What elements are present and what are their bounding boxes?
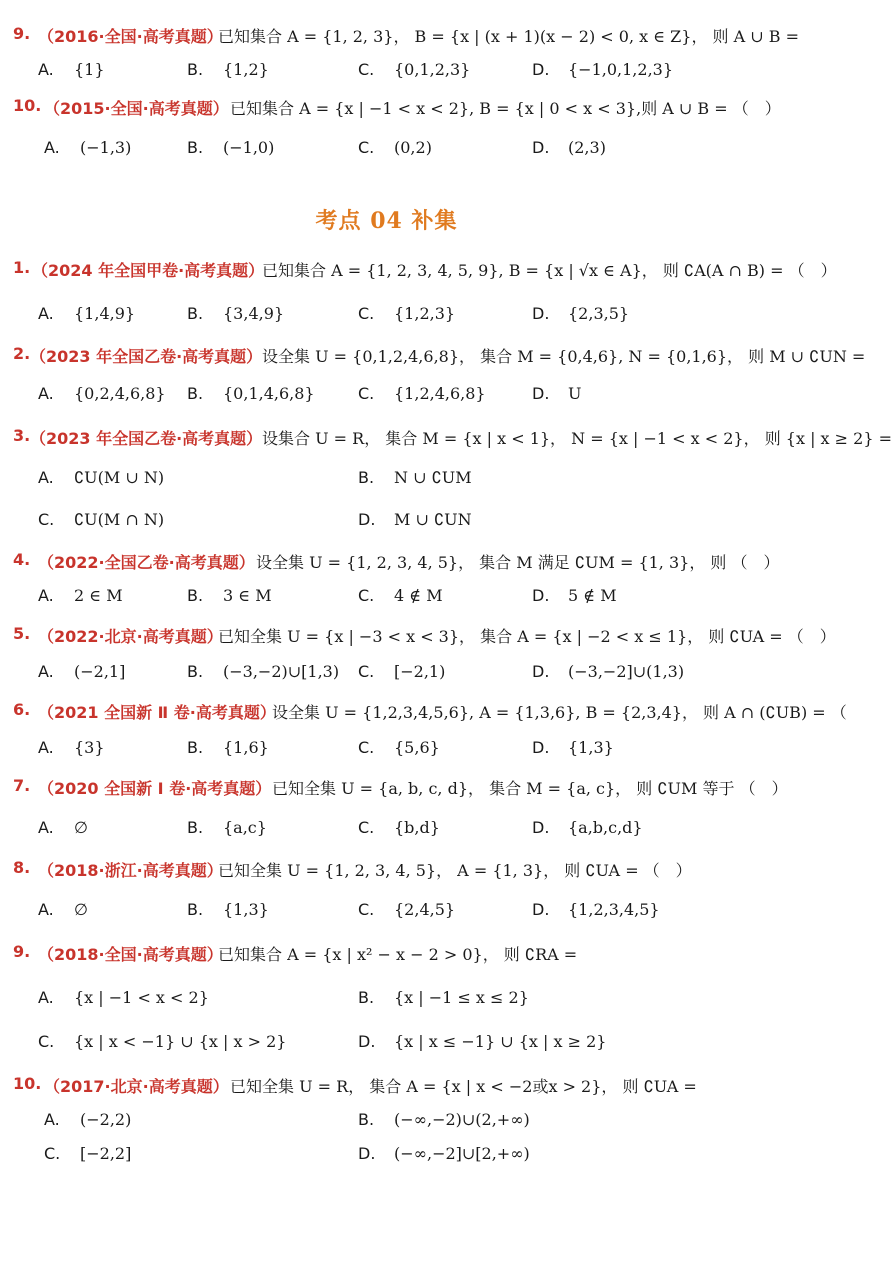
question-number: 5. xyxy=(13,624,31,643)
option-label: B. xyxy=(187,818,204,837)
option-label: A. xyxy=(38,586,54,605)
option-value: (−2,2) xyxy=(80,1110,132,1129)
option-value: {1,3} xyxy=(223,900,269,919)
question-source: （2017·北京·高考真题） xyxy=(44,1077,229,1096)
option-value: {0,1,2,3} xyxy=(394,60,471,79)
question-source: （2021 全国新 Ⅱ 卷·高考真题） xyxy=(38,703,276,722)
option-value: [−2,2] xyxy=(80,1144,132,1163)
option-value: {2,3,5} xyxy=(568,304,630,323)
option-label: D. xyxy=(358,1144,376,1163)
option-label: A. xyxy=(38,988,54,1007)
question-stem: 已知全集 U = {1, 2, 3, 4, 5}， A = {1, 3}， 则 ∁UA = （ ） xyxy=(218,861,692,880)
option-label: D. xyxy=(532,304,550,323)
question-number: 7. xyxy=(13,776,31,795)
option-value: (−1,3) xyxy=(80,138,132,157)
question-2-2023 xyxy=(0,340,866,370)
option-value: {0,1,4,6,8} xyxy=(223,384,315,403)
option-value: {1,2,3} xyxy=(394,304,456,323)
question-number: 2. xyxy=(13,344,31,363)
question-source: （2020 全国新 Ⅰ 卷·高考真题） xyxy=(38,779,272,798)
option-label: A. xyxy=(38,60,54,79)
option-label: D. xyxy=(532,900,550,919)
question-number: 3. xyxy=(13,426,31,445)
option-label: C. xyxy=(358,384,375,403)
option-label: C. xyxy=(358,138,375,157)
option-label: B. xyxy=(358,988,375,1007)
option-value: {−1,0,1,2,3} xyxy=(568,60,674,79)
option-label: B. xyxy=(187,60,204,79)
option-label: C. xyxy=(358,818,375,837)
option-label: C. xyxy=(358,60,375,79)
option-label: C. xyxy=(358,586,375,605)
option-label: B. xyxy=(187,586,204,605)
option-value: {1,3} xyxy=(568,738,614,757)
question-stem: 已知集合 A = {1, 2, 3, 4, 5, 9}, B = {x | √x ∈ A}， 则 ∁A(A ∩ B) = （ ） xyxy=(262,261,837,280)
question-6-2021 xyxy=(0,696,847,726)
option-value: ∁U(M ∪ N) xyxy=(74,468,165,487)
question-source: （2022·全国乙卷·高考真题） xyxy=(38,553,255,572)
question-source: （2023 年全国乙卷·高考真题） xyxy=(30,429,263,448)
option-value: (−∞,−2)∪(2,+∞) xyxy=(394,1110,530,1129)
option-label: C. xyxy=(358,662,375,681)
question-source: （2024 年全国甲卷·高考真题） xyxy=(32,261,265,280)
option-value: 3 ∈ M xyxy=(223,586,272,605)
option-value: (−2,1] xyxy=(74,662,126,681)
option-value: [−2,1) xyxy=(394,662,446,681)
option-value: M ∪ ∁UN xyxy=(394,510,472,529)
option-value: ∅ xyxy=(74,900,88,919)
question-stem: 设全集 U = {0,1,2,4,6,8}， 集合 M = {0,4,6}, N = {0,1,6}， 则 M ∪ ∁UN = xyxy=(262,347,866,366)
question-source: （2022·北京·高考真题） xyxy=(38,627,223,646)
option-value: 2 ∈ M xyxy=(74,586,123,605)
option-label: C. xyxy=(38,510,55,529)
option-label: D. xyxy=(532,738,550,757)
option-label: A. xyxy=(38,384,54,403)
option-value: 5 ∉ M xyxy=(568,586,617,605)
option-value: (−∞,−2]∪[2,+∞) xyxy=(394,1144,530,1163)
question-number: 10. xyxy=(13,96,42,115)
question-source: （2015·全国·高考真题） xyxy=(44,99,229,118)
question-stem: 已知集合 A = {x | x² − x − 2 > 0}， 则 ∁RA = xyxy=(218,945,578,964)
option-value: (−3,−2)∪[1,3) xyxy=(223,662,340,681)
question-number: 9. xyxy=(13,24,31,43)
option-value: {3,4,9} xyxy=(223,304,285,323)
option-label: B. xyxy=(187,900,204,919)
question-stem: 已知集合 A = {1, 2, 3}， B = {x | (x + 1)(x − 2) < 0, x ∈ Z}， 则 A ∪ B = xyxy=(218,27,800,46)
question-number: 4. xyxy=(13,550,31,569)
option-value: {1,2,3,4,5} xyxy=(568,900,660,919)
section-heading: 考点 04 补集 xyxy=(315,208,458,234)
question-7-2020 xyxy=(0,772,788,802)
option-label: A. xyxy=(38,662,54,681)
option-label: D. xyxy=(358,510,376,529)
option-value: {x | x < −1} ∪ {x | x > 2} xyxy=(74,1032,287,1051)
option-value: {a,b,c,d} xyxy=(568,818,643,837)
option-value: (2,3) xyxy=(568,138,606,157)
option-value: {1,2} xyxy=(223,60,269,79)
question-stem: 设全集 U = {1,2,3,4,5,6}, A = {1,3,6}, B = {2,3,4}， 则 A ∩ (∁UB) = （ xyxy=(272,703,847,722)
question-1-2024 xyxy=(0,254,837,284)
option-value: {1,6} xyxy=(223,738,269,757)
option-value: {0,2,4,6,8} xyxy=(74,384,166,403)
question-source: （2018·浙江·高考真题） xyxy=(38,861,223,880)
option-label: C. xyxy=(358,304,375,323)
option-label: B. xyxy=(187,304,204,323)
option-label: B. xyxy=(187,662,204,681)
option-value: (−1,0) xyxy=(223,138,275,157)
option-label: C. xyxy=(38,1032,55,1051)
question-5-2022 xyxy=(0,620,836,650)
question-stem: 已知全集 U = R， 集合 A = {x | x < −2或x > 2}， 则 ∁UA = xyxy=(230,1077,697,1096)
option-value: ∁U(M ∩ N) xyxy=(74,510,165,529)
option-value: {a,c} xyxy=(223,818,267,837)
option-label: C. xyxy=(358,738,375,757)
option-value: {x | −1 < x < 2} xyxy=(74,988,209,1007)
option-value: 4 ∉ M xyxy=(394,586,443,605)
question-source: （2023 年全国乙卷·高考真题） xyxy=(30,347,263,366)
option-label: C. xyxy=(358,900,375,919)
question-source: （2016·全国·高考真题） xyxy=(38,27,223,46)
option-value: ∅ xyxy=(74,818,88,837)
option-value: {1,4,9} xyxy=(74,304,136,323)
option-label: A. xyxy=(38,468,54,487)
option-value: U xyxy=(568,384,582,403)
option-label: B. xyxy=(358,468,375,487)
option-label: A. xyxy=(38,900,54,919)
option-value: {1,2,4,6,8} xyxy=(394,384,486,403)
option-label: D. xyxy=(532,818,550,837)
question-stem: 已知全集 U = {a, b, c, d}， 集合 M = {a, c}， 则 ∁UM 等于 （ ） xyxy=(272,779,788,798)
question-source: （2018·全国·高考真题） xyxy=(38,945,223,964)
question-stem: 已知全集 U = {x | −3 < x < 3}， 集合 A = {x | −2 < x ≤ 1}， 则 ∁UA = （ ） xyxy=(218,627,836,646)
question-10-2017 xyxy=(0,1070,773,1100)
question-9-2018 xyxy=(0,938,773,968)
question-stem: 已知集合 A = {x | −1 < x < 2}, B = {x | 0 < x < 3},则 A ∪ B = （ ） xyxy=(230,99,781,118)
question-stem: 设集合 U = R， 集合 M = {x | x < 1}， N = {x | −1 < x < 2}， 则 {x | x ≥ 2} = xyxy=(262,429,892,448)
question-9-2016 xyxy=(0,20,800,50)
option-value: N ∪ ∁UM xyxy=(394,468,472,487)
option-label: B. xyxy=(358,1110,375,1129)
option-label: A. xyxy=(44,1110,60,1129)
option-label: B. xyxy=(187,138,204,157)
option-label: A. xyxy=(38,818,54,837)
option-label: D. xyxy=(532,60,550,79)
question-number: 9. xyxy=(13,942,31,961)
option-value: {b,d} xyxy=(394,818,440,837)
option-label: A. xyxy=(44,138,60,157)
option-label: D. xyxy=(532,586,550,605)
option-label: B. xyxy=(187,384,204,403)
option-label: C. xyxy=(44,1144,61,1163)
option-label: D. xyxy=(532,138,550,157)
question-8-2018 xyxy=(0,854,773,884)
option-label: A. xyxy=(38,738,54,757)
question-number: 1. xyxy=(13,258,31,277)
question-stem: 设全集 U = {1, 2, 3, 4, 5}， 集合 M 满足 ∁UM = {1, 3}， 则 （ ） xyxy=(256,553,780,572)
option-value: {1} xyxy=(74,60,105,79)
question-number: 6. xyxy=(13,700,31,719)
question-number: 8. xyxy=(13,858,31,877)
option-value: {2,4,5} xyxy=(394,900,456,919)
option-label: A. xyxy=(38,304,54,323)
option-value: {x | −1 ≤ x ≤ 2} xyxy=(394,988,529,1007)
option-label: D. xyxy=(532,384,550,403)
question-3-2023 xyxy=(0,422,892,452)
option-value: (−3,−2]∪(1,3) xyxy=(568,662,685,681)
option-label: D. xyxy=(532,662,550,681)
question-4-2022 xyxy=(0,546,780,576)
option-label: D. xyxy=(358,1032,376,1051)
option-value: {x | x ≤ −1} ∪ {x | x ≥ 2} xyxy=(394,1032,607,1051)
option-label: B. xyxy=(187,738,204,757)
option-value: (0,2) xyxy=(394,138,432,157)
option-value: {3} xyxy=(74,738,105,757)
question-10-2015 xyxy=(0,92,781,122)
option-value: {5,6} xyxy=(394,738,440,757)
question-number: 10. xyxy=(13,1074,42,1093)
